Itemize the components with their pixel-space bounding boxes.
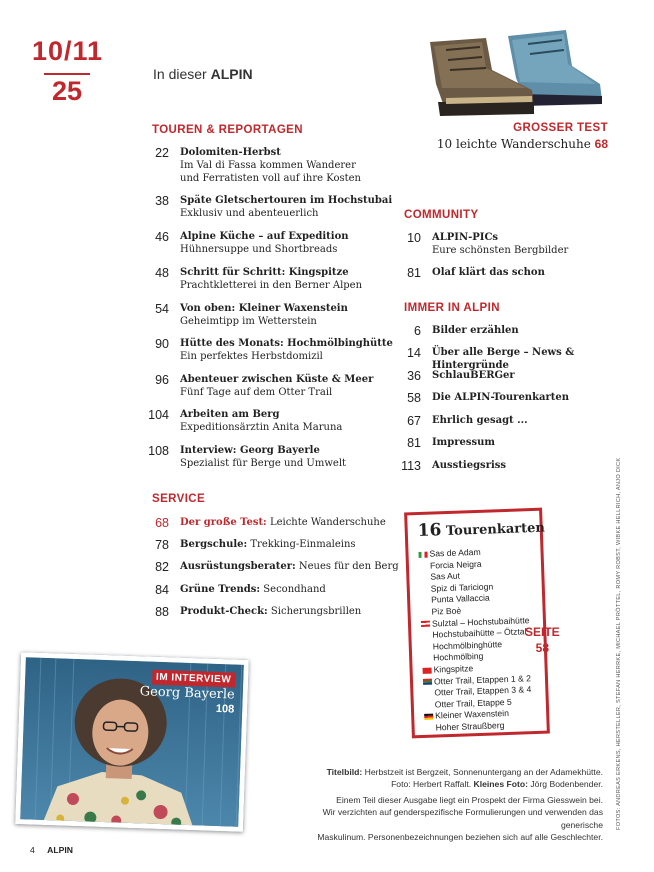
toc-page: 10 <box>407 231 421 245</box>
toc-entry[interactable] <box>141 408 342 434</box>
toc-page: 48 <box>155 266 169 280</box>
kicker-brand: ALPIN <box>210 66 253 82</box>
photo-credits-text: FOTOS: ANDREAS ERKENS, HERSTELLER, STEFAN HERRKE, MICHAEL PRÖTTEL, ROMY ROBST, WIBKE HELLRICH, ANJO DICK <box>616 457 622 830</box>
footer-page-number: 4 <box>30 845 35 855</box>
page-footer <box>30 845 73 855</box>
toc-title: Produkt-Check: <box>180 606 268 617</box>
tour-name: Hoher Straußberg <box>435 720 505 733</box>
toc-entry[interactable] <box>141 516 386 530</box>
photo-credits-vertical <box>616 457 628 830</box>
toc-entry[interactable] <box>393 324 519 338</box>
toc-title: ALPIN-PICs <box>432 232 499 243</box>
test-heading: GROSSER TEST <box>513 122 608 134</box>
tourenkarten-list <box>418 543 584 734</box>
tour-name: Hochstubaihütte – Ötztal <box>432 626 527 640</box>
interview-page: 108 <box>215 702 235 716</box>
austria-flag-icon <box>421 621 430 627</box>
toc-title: Schritt für Schritt: Kingspitze <box>180 267 349 278</box>
toc-page: 84 <box>155 583 169 597</box>
toc-title: Bilder erzählen <box>432 325 519 336</box>
toc-page: 46 <box>155 230 169 244</box>
toc-page: 82 <box>155 560 169 574</box>
toc-subtitle: Eure schönsten Bergbilder <box>432 245 569 256</box>
toc-title: Ausrüstungsberater: <box>180 561 296 572</box>
immer-heading: IMMER IN ALPIN <box>404 302 500 314</box>
toc-title: Die ALPIN-Tourenkarten <box>432 392 570 403</box>
italy-flag-icon <box>418 551 427 557</box>
toc-page: 96 <box>155 373 169 387</box>
cover-credit-label: Titelbild: <box>326 767 363 777</box>
toc-page: 36 <box>407 369 421 383</box>
toc-entry[interactable] <box>141 605 361 619</box>
tourenkarten-page-ref[interactable] <box>525 624 560 656</box>
seite-page: 58 <box>535 641 550 655</box>
credits-block <box>300 766 603 843</box>
toc-subtitle: Secondhand <box>260 584 326 595</box>
toc-entry[interactable] <box>141 583 326 597</box>
toc-subtitle: Neues für den Berg <box>295 561 399 572</box>
tourenkarten-count: 16 <box>417 520 442 542</box>
toc-page: 113 <box>401 459 421 473</box>
toc-subtitle: Prachtkletterei in den Berner Alpen <box>180 280 363 291</box>
toc-page: 78 <box>155 538 169 552</box>
toc-page: 81 <box>407 266 421 280</box>
toc-subtitle: Trekking-Einmaleins <box>247 539 356 550</box>
toc-page: 90 <box>155 337 169 351</box>
toc-subtitle: Im Val di Fassa kommen Wanderer <box>180 160 356 171</box>
toc-title: Ausstiegsriss <box>432 460 507 471</box>
toc-title: Impressum <box>432 437 495 448</box>
toc-title: Olaf klärt das schon <box>432 267 545 278</box>
toc-subtitle: Spezialist für Berge und Umwelt <box>180 458 347 469</box>
toc-entry[interactable] <box>141 266 362 292</box>
toc-title: Ehrlich gesagt ... <box>432 415 528 426</box>
toc-entry[interactable] <box>393 436 495 450</box>
insert-note: Einem Teil dieser Ausgabe liegt ein Prospekt der Firma Giesswein bei. <box>336 794 603 805</box>
issue-number-top: 10/11 <box>32 36 104 66</box>
test-teaser[interactable] <box>396 137 608 151</box>
test-teaser-page: 68 <box>594 137 608 151</box>
tour-name: Punta Vallaccia <box>430 592 490 605</box>
toc-title: Von oben: Kleiner Waxenstein <box>180 303 348 314</box>
touren-heading: TOUREN & REPORTAGEN <box>152 124 303 136</box>
toc-title: Der große Test: <box>180 517 267 528</box>
tour-name: Hochmölbing <box>433 651 484 663</box>
south-africa-flag-icon <box>423 679 432 685</box>
toc-entry[interactable] <box>393 266 545 280</box>
gender-note-line2: Maskulinum. Personenbezeichnungen beziehen sich auf alle Geschlechter. <box>317 832 603 843</box>
toc-title: Alpine Küche – auf Expedition <box>180 231 349 242</box>
toc-page: 54 <box>155 302 169 316</box>
toc-page: 38 <box>155 194 169 208</box>
toc-entry[interactable] <box>141 444 346 470</box>
toc-entry[interactable] <box>393 231 568 257</box>
toc-title: Hütte des Monats: Hochmölbinghütte <box>180 338 393 349</box>
tour-name: Piz Boè <box>431 605 462 617</box>
tour-name: Spiz di Tariciogn <box>430 581 494 594</box>
toc-entry[interactable] <box>141 337 393 363</box>
toc-page: 68 <box>155 516 169 530</box>
toc-title: Abenteuer zwischen Küste & Meer <box>180 374 374 385</box>
photo-credit <box>300 778 603 790</box>
small-photo-label: Kleines Foto: <box>471 779 528 790</box>
toc-page: 104 <box>148 408 169 422</box>
toc-subtitle: Fünf Tage auf dem Otter Trail <box>180 387 333 398</box>
toc-entry[interactable] <box>141 538 356 552</box>
cover-credit-text: Herbstzeit ist Bergzeit, Sonnenuntergang an der Adamekhütte. <box>362 767 603 777</box>
tour-name: Kingspitze <box>433 663 474 675</box>
issue-divider <box>44 73 90 75</box>
tourenkarten-title <box>417 517 545 541</box>
toc-title: Arbeiten am Berg <box>180 409 280 420</box>
tour-name: Kleiner Waxenstein <box>435 708 510 721</box>
toc-title: Grüne Trends: <box>180 584 261 595</box>
toc-entry[interactable] <box>393 369 515 383</box>
tour-name: Hochmölbinghütte <box>432 638 503 652</box>
page-kicker <box>153 66 253 82</box>
toc-entry[interactable] <box>141 146 361 185</box>
toc-title: Über alle Berge – News & Hintergründe <box>431 347 575 371</box>
switzerland-flag-icon <box>423 667 432 673</box>
toc-page: 14 <box>407 346 421 360</box>
toc-page: 81 <box>407 436 421 450</box>
toc-entry[interactable] <box>141 230 349 256</box>
toc-title: SchlauBERGer <box>432 370 515 381</box>
toc-subtitle: Exklusiv und abenteuerlich <box>180 208 319 219</box>
gender-note-line1: Wir verzichten auf genderspezifische Formulierungen und verwenden das generische <box>322 807 603 830</box>
toc-entry[interactable] <box>141 560 399 574</box>
toc-entry[interactable] <box>141 194 392 220</box>
toc-entry[interactable] <box>393 414 528 428</box>
interview-kicker: IM INTERVIEW <box>152 670 236 688</box>
seite-label: SEITE <box>525 625 560 639</box>
germany-flag-icon <box>424 714 433 720</box>
interview-name: Georg Bayerle <box>139 684 235 703</box>
cover-credit <box>300 766 603 778</box>
toc-subtitle: Expeditionsärztin Anita Maruna <box>180 422 343 433</box>
tourenkarten-box[interactable] <box>404 508 550 739</box>
tour-name: Otter Trail, Etappen 1 & 2 <box>433 672 532 687</box>
toc-page: 88 <box>155 605 169 619</box>
tour-name: Otter Trail, Etappen 3 & 4 <box>434 684 532 698</box>
service-heading: SERVICE <box>152 493 206 505</box>
photo-credit-text: Foto: Herbert Raffalt. <box>391 779 472 790</box>
toc-entry[interactable] <box>393 459 506 473</box>
toc-entry[interactable] <box>393 391 569 405</box>
toc-subtitle: Sicherungsbrillen <box>267 606 362 617</box>
toc-subtitle: Geheimtipp im Wetterstein <box>180 316 317 327</box>
tour-name: Sas Aut <box>430 570 461 582</box>
toc-subtitle: Ein perfektes Herbstdomizil <box>180 351 323 362</box>
tourenkarten-label: Tourenkarten <box>445 520 546 540</box>
community-heading: COMMUNITY <box>404 209 479 221</box>
toc-page: 6 <box>414 324 421 338</box>
small-photo-text: Jörg Bodenbender. <box>527 779 603 790</box>
interview-label <box>139 667 236 717</box>
hiking-boots-image <box>416 26 606 122</box>
tour-name: Forcia Neigra <box>429 558 482 571</box>
kicker-prefix: In dieser <box>153 66 207 82</box>
toc-subtitle: Leichte Wanderschuhe <box>266 517 386 528</box>
toc-title: Interview: Georg Bayerle <box>180 445 320 456</box>
issue-number-bottom: 25 <box>51 76 83 106</box>
footer-brand: ALPIN <box>47 845 73 855</box>
toc-page: 67 <box>407 414 421 428</box>
toc-page: 108 <box>148 444 169 458</box>
interview-photo[interactable] <box>15 652 249 832</box>
tour-name: Sas de Adam <box>429 546 481 559</box>
toc-subtitle-line2: und Ferratisten voll auf ihre Kosten <box>180 173 361 184</box>
tour-name: Sulztal – Hochstubaihütte <box>431 614 530 629</box>
toc-title: Bergschule: <box>180 539 248 550</box>
test-teaser-text: 10 leichte Wanderschuhe <box>436 137 591 151</box>
toc-title: Späte Gletschertouren im Hochstubai <box>180 195 393 206</box>
toc-entry[interactable] <box>141 373 373 399</box>
toc-title: Dolomiten-Herbst <box>180 147 281 158</box>
toc-subtitle: Hühnersuppe und Shortbreads <box>180 244 338 255</box>
toc-page: 22 <box>155 146 169 160</box>
tour-name: Otter Trail, Etappe 5 <box>434 696 512 710</box>
toc-page: 58 <box>407 391 421 405</box>
toc-entry[interactable] <box>141 302 348 328</box>
